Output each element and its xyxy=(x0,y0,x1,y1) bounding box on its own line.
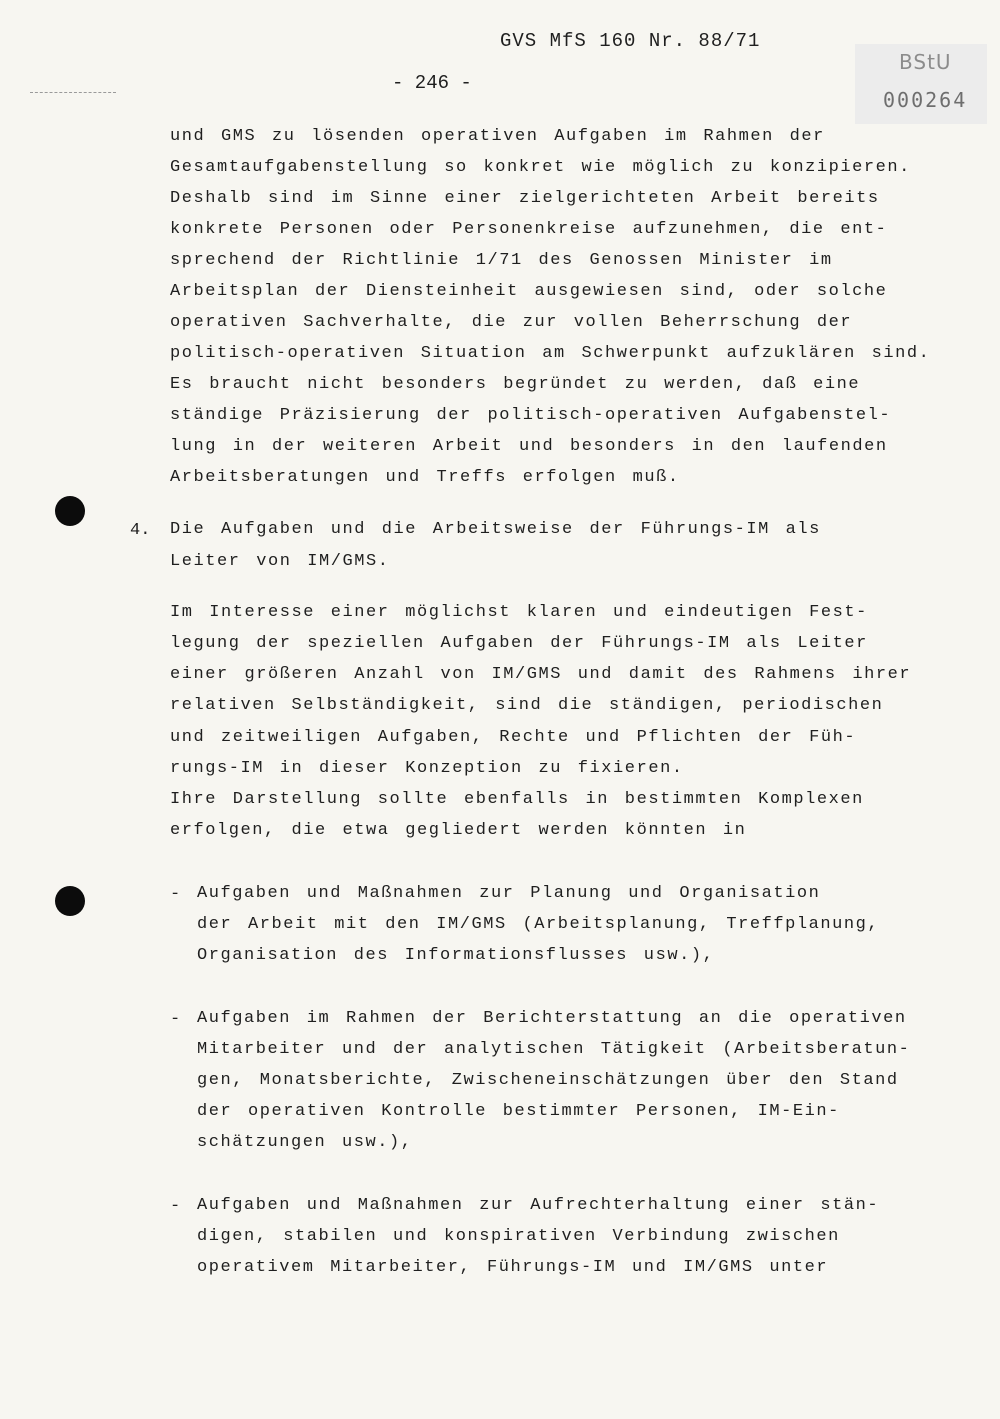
body-line: und zeitweiligen Aufgaben, Rechte und Pflichten der Füh- xyxy=(170,728,857,747)
body-line: erfolgen, die etwa gegliedert werden könnten in xyxy=(170,821,747,840)
list-item-line: gen, Monatsberichte, Zwischeneinschätzungen über den Stand xyxy=(197,1071,899,1090)
intro-line: politisch-operativen Situation am Schwerpunkt aufzuklären sind. xyxy=(170,344,931,363)
intro-line: Gesamtaufgabenstellung so konkret wie möglich zu konzipieren. xyxy=(170,158,911,177)
punch-hole-bottom xyxy=(55,886,85,916)
list-item-line: operativem Mitarbeiter, Führungs-IM und IM/GMS unter xyxy=(197,1258,829,1277)
intro-line: lung in der weiteren Arbeit und besonders in den laufenden xyxy=(170,437,888,456)
list-item-line: Organisation des Informationsflusses usw.), xyxy=(197,946,715,965)
intro-line: Es braucht nicht besonders begründet zu werden, daß eine xyxy=(170,375,861,394)
list-item-line: schätzungen usw.), xyxy=(197,1133,413,1152)
page-number: - 246 - xyxy=(392,72,472,94)
list-bullet: - xyxy=(170,1010,181,1029)
intro-line: Deshalb sind im Sinne einer zielgerichteten Arbeit bereits xyxy=(170,189,880,208)
body-line: einer größeren Anzahl von IM/GMS und damit des Rahmens ihrer xyxy=(170,665,912,684)
intro-line: Arbeitsberatungen und Treffs erfolgen muß. xyxy=(170,468,680,487)
intro-line: Arbeitsplan der Diensteinheit ausgewiesen sind, oder solche xyxy=(170,282,888,301)
list-item-line: der Arbeit mit den IM/GMS (Arbeitsplanung, Treffplanung, xyxy=(197,915,880,934)
list-bullet: - xyxy=(170,1197,181,1216)
list-item-line: Aufgaben und Maßnahmen zur Aufrechterhaltung einer stän- xyxy=(197,1196,880,1215)
document-reference: GVS MfS 160 Nr. 88/71 xyxy=(500,30,761,52)
list-item-line: Aufgaben im Rahmen der Berichterstattung an die operativen xyxy=(197,1009,907,1028)
body-line: relativen Selbständigkeit, sind die ständigen, periodischen xyxy=(170,696,884,715)
intro-line: und GMS zu lösenden operativen Aufgaben im Rahmen der xyxy=(170,127,825,146)
punch-hole-top xyxy=(55,496,85,526)
intro-line: operativen Sachverhalte, die zur vollen Beherrschung der xyxy=(170,313,853,332)
intro-line: konkrete Personen oder Personenkreise aufzunehmen, die ent- xyxy=(170,220,888,239)
list-item-line: Aufgaben und Maßnahmen zur Planung und Organisation xyxy=(197,884,821,903)
list-bullet: - xyxy=(170,885,181,904)
list-item-line: digen, stabilen und konspirativen Verbindung zwischen xyxy=(197,1227,840,1246)
section-heading-line: Leiter von IM/GMS. xyxy=(170,552,390,571)
archive-stamp xyxy=(855,44,987,124)
body-line: rungs-IM in dieser Konzeption zu fixieren. xyxy=(170,759,684,778)
stamp-number: 000264 xyxy=(883,88,968,112)
list-item-line: der operativen Kontrolle bestimmter Personen, IM-Ein- xyxy=(197,1102,840,1121)
section-number: 4. xyxy=(130,521,151,540)
body-line: Im Interesse einer möglichst klaren und eindeutigen Fest- xyxy=(170,603,868,622)
stamp-label: BStU xyxy=(899,50,952,74)
section-heading-line: Die Aufgaben und die Arbeitsweise der Führungs-IM als xyxy=(170,520,821,539)
intro-line: sprechend der Richtlinie 1/71 des Genossen Minister im xyxy=(170,251,833,270)
intro-line: ständige Präzisierung der politisch-operativen Aufgabenstel- xyxy=(170,406,892,425)
body-line: legung der speziellen Aufgaben der Führungs-IM als Leiter xyxy=(170,634,868,653)
body-line: Ihre Darstellung sollte ebenfalls in bestimmten Komplexen xyxy=(170,790,864,809)
stamp-underline xyxy=(30,92,116,93)
list-item-line: Mitarbeiter und der analytischen Tätigkeit (Arbeitsberatun- xyxy=(197,1040,911,1059)
